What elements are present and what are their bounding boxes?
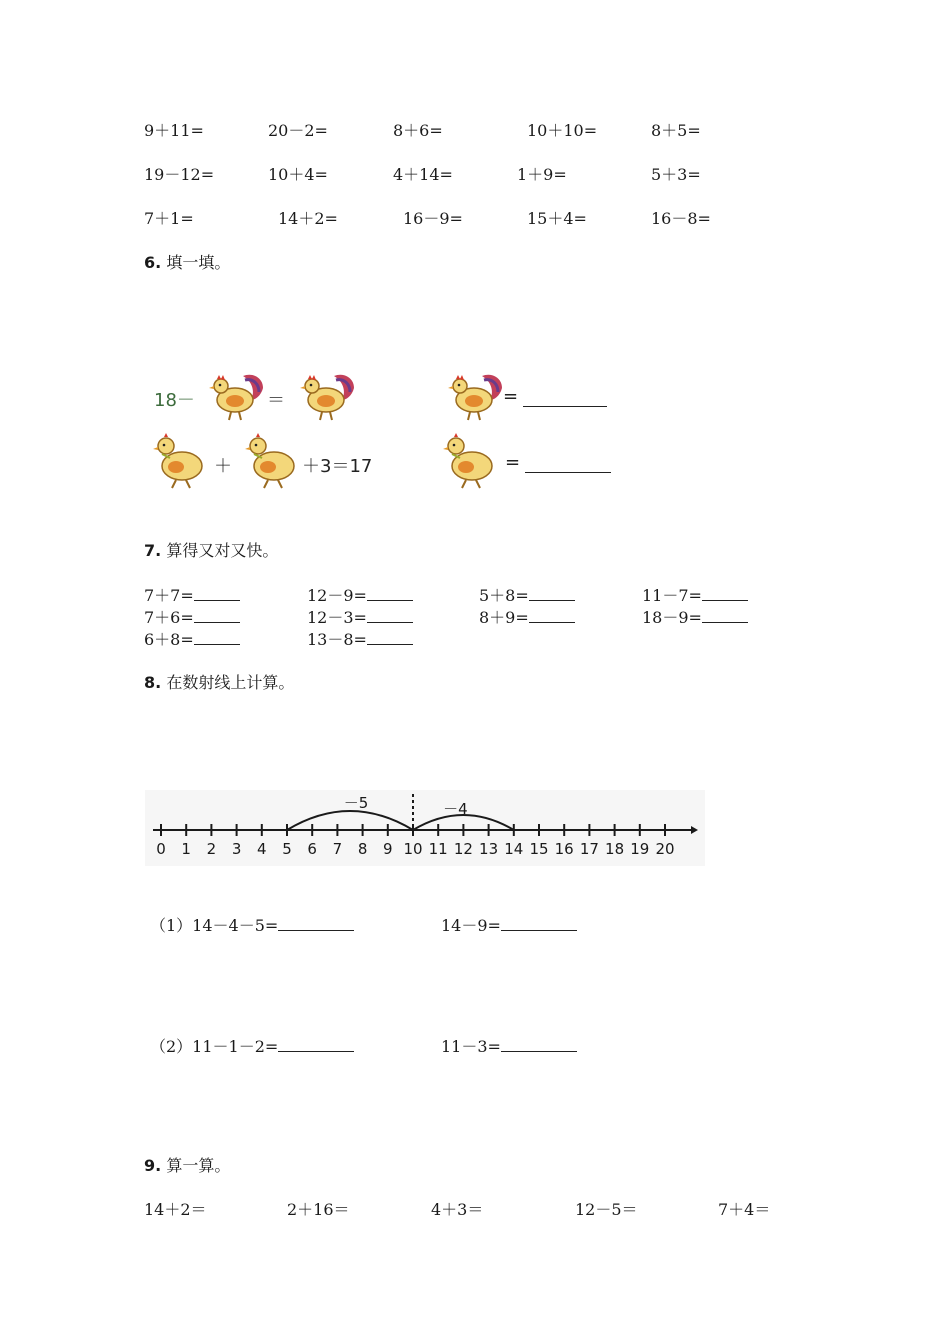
tick-label: 13 [479, 840, 499, 858]
equation: 1＋9= [517, 165, 567, 184]
answer-blank[interactable] [278, 1039, 354, 1052]
tick-label: 10 [403, 840, 423, 858]
equation-item [307, 583, 413, 606]
equation: 12－5＝ [575, 1200, 638, 1219]
tick-label: 19 [630, 840, 650, 858]
answer-blank[interactable] [702, 610, 748, 623]
equation: 7＋7= [144, 586, 194, 605]
question-title: 填一填。 [166, 253, 231, 272]
equation-item [307, 627, 413, 650]
equation: 14－9= [441, 916, 501, 935]
answer-blank[interactable] [501, 1039, 577, 1052]
equation: 11－7= [642, 586, 702, 605]
section7-heading [144, 538, 278, 561]
puzzle-text: = [503, 386, 519, 407]
equation: 2＋16＝ [287, 1200, 350, 1219]
chick-icon [442, 432, 498, 490]
answer-blank[interactable] [525, 460, 611, 473]
equation: 5＋3= [651, 165, 701, 184]
tick-label: 5 [282, 840, 292, 858]
tick-label: 1 [181, 840, 191, 858]
arc-label: －5 [343, 794, 369, 812]
subquestion-2-right [441, 1034, 577, 1057]
equation: 18－9= [642, 608, 702, 627]
question-number: 6. [144, 253, 162, 272]
equation-item [642, 583, 748, 606]
equation-item [144, 627, 240, 650]
equation: 5＋8= [479, 586, 529, 605]
puzzle-text: = [505, 452, 521, 473]
question-title: 在数射线上计算。 [166, 673, 295, 692]
tick-label: 12 [453, 840, 473, 858]
equation-item [479, 583, 575, 606]
equation-item [307, 605, 413, 628]
equation: 7＋6= [144, 608, 194, 627]
subquestion-2-left [150, 1034, 354, 1057]
equation: 10＋10= [527, 121, 598, 140]
equation: 10＋4= [268, 165, 328, 184]
answer-blank[interactable] [194, 632, 240, 645]
equation: （2）11－1－2= [150, 1037, 279, 1056]
tick-label: 11 [428, 840, 448, 858]
section6-heading [144, 250, 230, 273]
rooster-icon [444, 370, 506, 422]
tick-label: 4 [257, 840, 267, 858]
answer-blank[interactable] [529, 588, 575, 601]
equation: 12－9= [307, 586, 367, 605]
tick-label: 18 [605, 840, 625, 858]
tick-label: 7 [332, 840, 343, 858]
arc-label: －4 [443, 800, 468, 818]
equation: 7＋1= [144, 209, 194, 228]
equation: 9＋11= [144, 121, 204, 140]
equation: 16－8= [651, 209, 711, 228]
puzzle-text: 18－ [154, 390, 195, 411]
answer-blank[interactable] [702, 588, 748, 601]
tick-label: 20 [655, 840, 675, 858]
equation: 11－3= [441, 1037, 501, 1056]
answer-blank[interactable] [501, 918, 577, 931]
question-number: 8. [144, 673, 162, 692]
answer-blank[interactable] [194, 610, 240, 623]
tick-label: 6 [307, 840, 317, 858]
equation: 8＋6= [393, 121, 443, 140]
rooster-icon [296, 370, 358, 422]
equation: 13－8= [307, 630, 367, 649]
answer-blank[interactable] [529, 610, 575, 623]
equation: 16－9= [403, 209, 463, 228]
answer-blank[interactable] [523, 394, 607, 407]
tick-label: 14 [504, 840, 524, 858]
equation: 4＋14= [393, 165, 453, 184]
question-number: 7. [144, 541, 162, 560]
equation: 14＋2＝ [144, 1200, 207, 1219]
equation: 8＋5= [651, 121, 701, 140]
equation-item [642, 605, 748, 628]
number-line-labels [156, 840, 674, 858]
question-title: 算得又对又快。 [166, 541, 279, 560]
chick-icon [244, 432, 300, 490]
equation-item [479, 605, 575, 628]
equation: 8＋9= [479, 608, 529, 627]
tick-label: 3 [231, 840, 242, 858]
answer-blank[interactable] [278, 918, 354, 931]
answer-blank[interactable] [194, 588, 240, 601]
tick-label: 16 [554, 840, 574, 858]
equation: 15＋4= [527, 209, 587, 228]
equation: 7＋4＝ [718, 1200, 771, 1219]
subquestion-1-right [441, 913, 577, 936]
equation: 4＋3＝ [431, 1200, 484, 1219]
subquestion-1-left [150, 913, 354, 936]
question-title: 算一算。 [166, 1156, 231, 1175]
rooster-icon [205, 370, 267, 422]
puzzle-text: ＋ [214, 456, 232, 477]
tick-label: 2 [206, 840, 217, 858]
equation: 20－2= [268, 121, 328, 140]
equation: 6＋8= [144, 630, 194, 649]
tick-label: 17 [579, 840, 599, 858]
answer-blank[interactable] [367, 610, 413, 623]
tick-label: 8 [357, 840, 368, 858]
equation-item [144, 605, 240, 628]
question-number: 9. [144, 1156, 162, 1175]
number-line [145, 790, 705, 866]
equation: 12－3= [307, 608, 367, 627]
puzzle-text: ＋3＝17 [302, 456, 373, 477]
section9-heading [144, 1153, 230, 1176]
equation-item [144, 583, 240, 606]
equation: 19－12= [144, 165, 215, 184]
tick-label: 9 [383, 840, 393, 858]
tick-label: 0 [156, 840, 166, 858]
answer-blank[interactable] [367, 632, 413, 645]
answer-blank[interactable] [367, 588, 413, 601]
puzzle-text: ＝ [267, 390, 285, 411]
equation: 14＋2= [278, 209, 338, 228]
section8-heading [144, 670, 294, 693]
chick-icon [152, 432, 208, 490]
equation: （1）14－4－5= [150, 916, 279, 935]
tick-label: 15 [529, 840, 549, 858]
